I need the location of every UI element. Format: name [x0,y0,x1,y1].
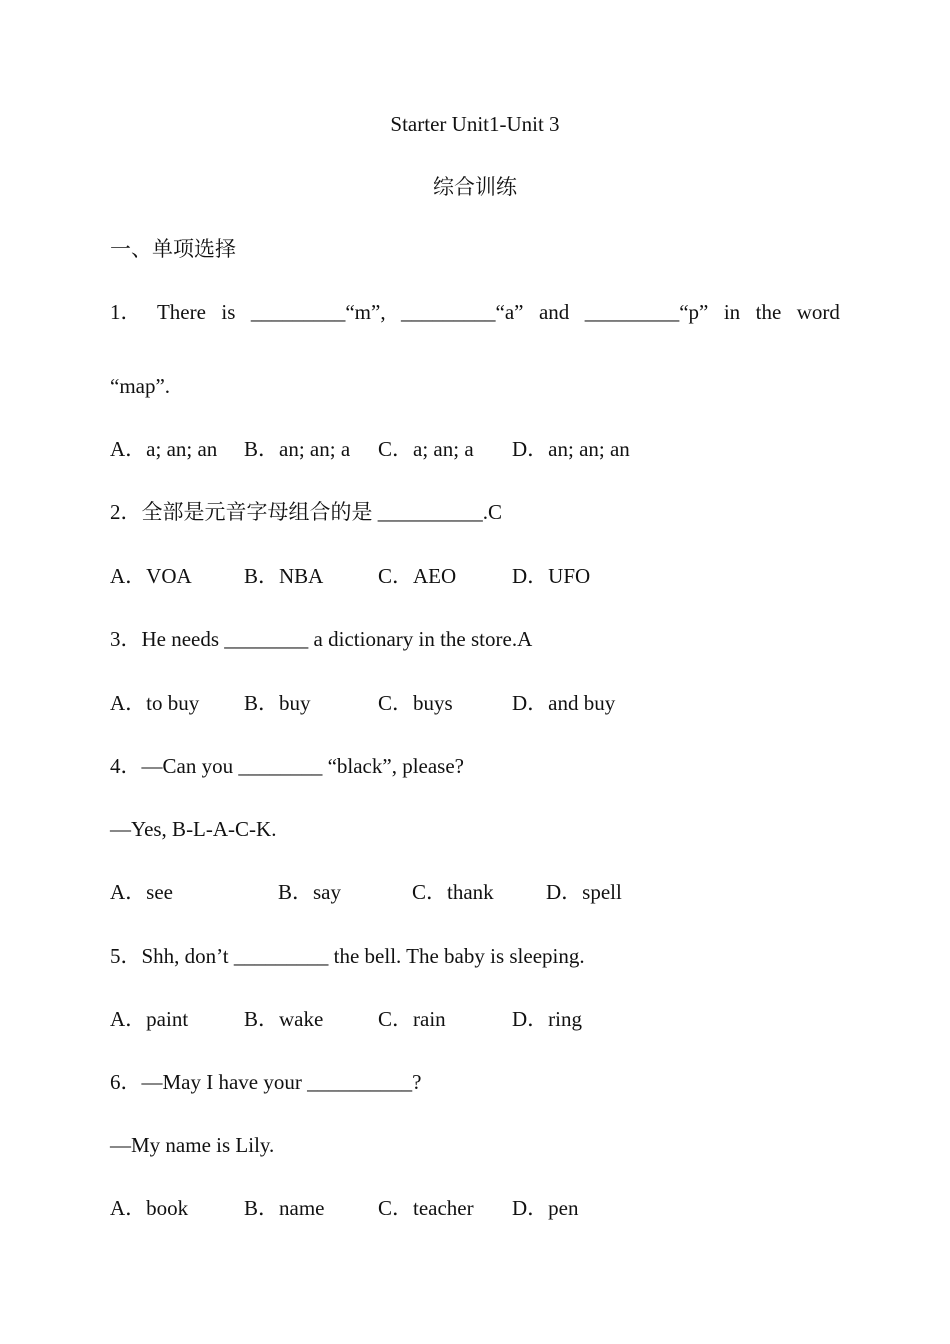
question-3-stem: 3．He needs ________ a dictionary in the store.A [110,627,533,651]
option-a: A．paint [110,1007,189,1031]
question-4-stem: 4．—Can you ________ “black”, please? [110,754,464,778]
q1-word: word [796,300,840,324]
question-1-options [110,437,850,461]
option-b: B．an; an; a [244,437,351,461]
question-6-stem: 6．—May I have your __________? [110,1070,422,1094]
question-2-stem: 2．全部是元音字母组合的是 __________.C [110,500,503,524]
q1-word: There [156,300,206,324]
option-c: C．AEO [378,564,457,588]
option-b: B．say [278,880,341,904]
option-a: A．book [110,1196,189,1220]
option-c: C．a; an; a [378,437,474,461]
q1-word: and [538,300,570,324]
question-1-stem [110,300,840,324]
option-c: C．buys [378,691,453,715]
option-c: C．rain [378,1007,446,1031]
option-d: D．an; an; an [512,437,630,461]
option-a: A．a; an; an [110,437,218,461]
option-d: D．spell [546,880,622,904]
question-4-reply: —Yes, B-L-A-C-K. [110,817,277,841]
option-b: B．buy [244,691,311,715]
option-d: D．and buy [512,691,616,715]
q1-word: _________“m”, [250,300,386,324]
q1-word: _________“p” [584,300,709,324]
question-1-stem-continued: “map”. [110,374,171,398]
section-heading: 一、单项选择 [110,237,236,261]
q1-word: _________“a” [401,300,524,324]
option-b: B．name [244,1196,325,1220]
question-5-stem: 5．Shh, don’t _________ the bell. The baby is sleeping. [110,944,585,968]
q1-word: 1． [110,300,142,324]
option-b: B．NBA [244,564,324,588]
question-4-options [110,880,850,904]
option-a: A．see [110,880,173,904]
q1-word: in [723,300,741,324]
option-b: B．wake [244,1007,324,1031]
document-subtitle: 综合训练 [433,175,517,199]
option-d: D．pen [512,1196,579,1220]
question-2-options [110,564,850,588]
q1-word: the [755,300,782,324]
option-c: C．thank [412,880,494,904]
question-6-reply: —My name is Lily. [110,1133,275,1157]
option-d: D．ring [512,1007,582,1031]
option-c: C．teacher [378,1196,474,1220]
document-title: Starter Unit1-Unit 3 [390,112,560,136]
question-6-options [110,1196,850,1220]
option-a: A．to buy [110,691,200,715]
option-a: A．VOA [110,564,192,588]
q1-word: is [221,300,236,324]
question-5-options [110,1007,850,1031]
question-3-options [110,691,850,715]
option-d: D．UFO [512,564,591,588]
